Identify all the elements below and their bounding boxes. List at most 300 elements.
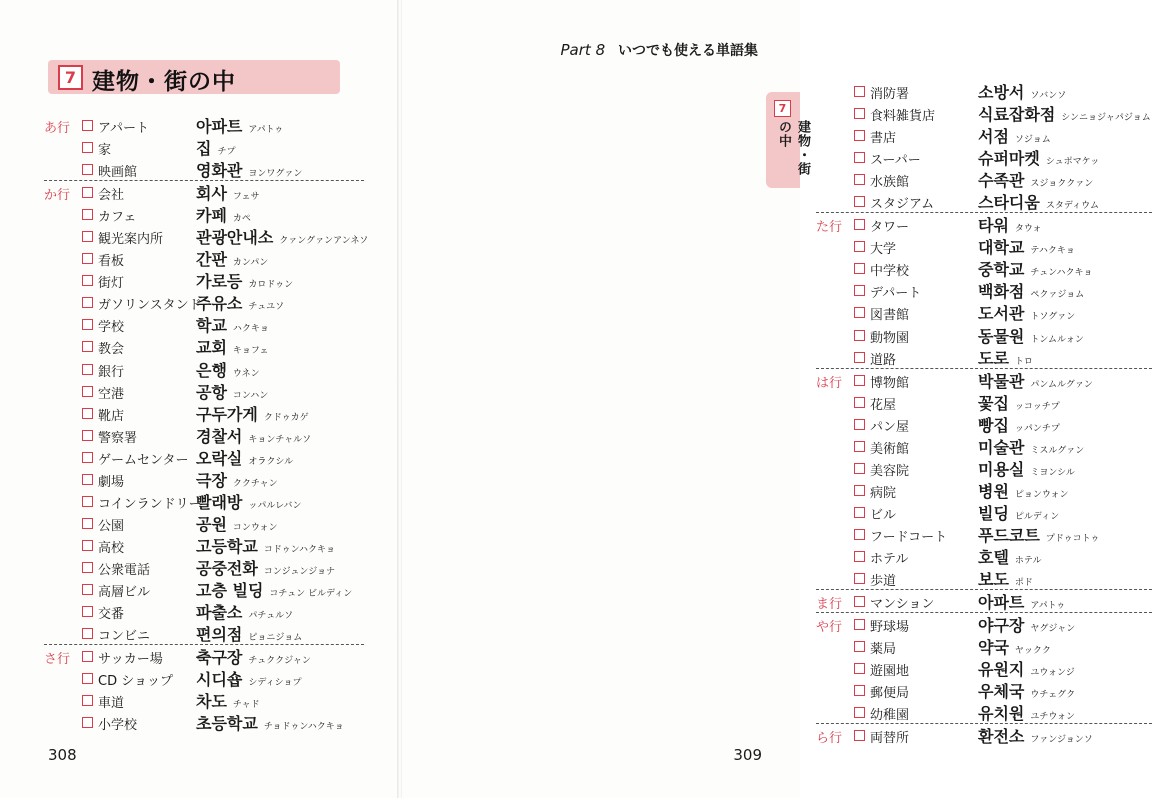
word-row	[44, 689, 364, 711]
korean-word	[978, 657, 1075, 680]
korean-word	[196, 622, 302, 645]
korean-text: 보도	[978, 570, 1009, 590]
japanese-word: 薬局	[870, 642, 897, 658]
japanese-word: 幼稚園	[870, 708, 910, 724]
korean-word	[196, 556, 335, 579]
checkbox-icon	[854, 397, 865, 408]
korean-word	[196, 600, 293, 623]
korean-text: 영화관	[196, 161, 243, 181]
checkbox-icon	[82, 341, 93, 352]
japanese-word: 銀行	[98, 364, 125, 380]
katakana-reading: チュユソ	[248, 302, 285, 313]
checkbox-icon	[82, 717, 93, 728]
word-row	[44, 114, 364, 136]
korean-word	[978, 124, 1051, 147]
japanese-word: 動物園	[870, 330, 910, 346]
korean-text: 경찰서	[196, 426, 243, 446]
checkbox-icon	[82, 540, 93, 551]
japanese-word: ゲームセンター	[98, 452, 189, 468]
korean-text: 구두가게	[196, 404, 258, 424]
korean-text: 공중전화	[196, 558, 258, 578]
korean-text: 수족관	[978, 171, 1025, 191]
word-row	[44, 225, 369, 248]
checkbox-icon	[854, 685, 865, 696]
korean-text: 꽃집	[978, 393, 1009, 413]
word-row	[44, 534, 364, 556]
japanese-word: 両替所	[870, 731, 910, 747]
part-title: いつでも使える単語集	[618, 43, 758, 59]
page-number-left: 308	[48, 746, 77, 764]
katakana-reading: フェサ	[232, 192, 260, 203]
korean-text: 극장	[196, 470, 227, 490]
japanese-word: コインランドリー	[98, 496, 202, 512]
left-page	[0, 0, 398, 798]
checkbox-icon	[854, 174, 865, 185]
word-row	[44, 711, 364, 733]
checkbox-icon	[82, 164, 93, 175]
korean-text: 회사	[196, 184, 227, 204]
japanese-word: 花屋	[870, 397, 897, 413]
korean-word	[978, 391, 1060, 414]
korean-text: 백화점	[978, 282, 1025, 302]
katakana-reading: ヨンワグァン	[248, 169, 303, 180]
katakana-reading: ッパンチプ	[1014, 423, 1060, 434]
korean-word	[196, 313, 269, 336]
checkbox-icon	[82, 408, 93, 419]
katakana-reading: チプ	[217, 147, 236, 158]
checkbox-icon	[854, 307, 865, 318]
katakana-reading: ピルディン	[1014, 511, 1060, 522]
japanese-word: 高校	[98, 540, 125, 556]
katakana-reading: キョンチャルソ	[248, 434, 312, 445]
japanese-word: 靴店	[98, 408, 125, 424]
japanese-word: 公衆電話	[98, 562, 151, 578]
word-row	[44, 667, 364, 689]
korean-word	[196, 203, 251, 226]
katakana-reading: コンウォン	[232, 522, 278, 533]
korean-text: 축구장	[196, 648, 243, 668]
katakana-reading: ヤグジャン	[1030, 624, 1076, 635]
checkbox-icon	[82, 628, 93, 639]
japanese-word: マンション	[870, 597, 935, 613]
checkbox-icon	[854, 551, 865, 562]
word-row	[816, 279, 1152, 301]
word-row	[44, 136, 364, 158]
word-row	[816, 235, 1152, 257]
korean-word	[196, 402, 309, 425]
checkbox-icon	[854, 108, 865, 119]
checkbox-icon	[854, 352, 865, 363]
korean-word	[978, 545, 1041, 568]
japanese-word: ホテル	[870, 551, 909, 567]
kana-group-label: は行	[816, 375, 843, 391]
katakana-reading: キョフェ	[232, 346, 269, 357]
word-row	[816, 324, 1152, 346]
korean-text: 도서관	[978, 304, 1025, 324]
korean-text: 파출소	[196, 603, 243, 623]
checkbox-icon	[854, 375, 865, 386]
korean-text: 교회	[196, 338, 227, 358]
japanese-word: 大学	[870, 242, 897, 258]
korean-text: 오락실	[196, 448, 243, 468]
korean-text: 유원지	[978, 660, 1025, 680]
japanese-word: 家	[98, 143, 112, 159]
japanese-word: スタジアム	[870, 197, 935, 213]
checkbox-icon	[854, 263, 865, 274]
word-row	[816, 679, 1152, 701]
katakana-reading: コンジュンジョナ	[263, 566, 336, 577]
section-title	[48, 60, 340, 94]
kana-group-label: ら行	[816, 731, 843, 747]
checkbox-icon	[82, 452, 93, 463]
korean-text: 고층 빌딩	[196, 580, 264, 600]
korean-word	[196, 181, 259, 204]
katakana-reading: ペクァジョム	[1030, 290, 1085, 301]
japanese-word: 野球場	[870, 620, 910, 636]
korean-word	[978, 168, 1093, 191]
katakana-reading: ソバンソ	[1030, 91, 1067, 101]
checkbox-icon	[854, 330, 865, 341]
katakana-reading: スジョククァン	[1030, 179, 1094, 190]
checkbox-icon	[854, 619, 865, 630]
word-row	[44, 512, 364, 534]
word-row	[44, 556, 364, 578]
korean-word	[196, 380, 268, 403]
katakana-reading: クァングァンアンネソ	[279, 236, 369, 247]
katakana-reading: トソグァン	[1030, 312, 1076, 323]
korean-word	[978, 613, 1075, 636]
japanese-word: 車道	[98, 696, 125, 712]
word-row	[816, 190, 1152, 212]
kana-group-label: か行	[44, 188, 71, 204]
part-label: Part 8	[560, 41, 606, 59]
korean-word	[196, 247, 268, 270]
korean-text: 빨래방	[196, 492, 243, 512]
katakana-reading: カロドゥン	[248, 280, 294, 291]
checkbox-icon	[854, 641, 865, 652]
katakana-reading: クドゥカゲ	[263, 412, 309, 423]
katakana-reading: シンニョジャパジョム	[1061, 113, 1151, 124]
korean-text: 서점	[978, 127, 1009, 147]
side-tab-number: 7	[774, 100, 791, 117]
korean-text: 소방서	[978, 83, 1025, 102]
checkbox-icon	[854, 573, 865, 584]
korean-word	[978, 235, 1075, 258]
word-row	[44, 247, 364, 269]
word-row	[816, 346, 1152, 368]
checkbox-icon	[82, 673, 93, 684]
korean-text: 유치원	[978, 704, 1025, 724]
right-word-list	[816, 80, 1152, 746]
katakana-reading: ソジョム	[1014, 135, 1051, 146]
checkbox-icon	[82, 142, 93, 153]
japanese-word: サッカー場	[98, 652, 163, 668]
korean-text: 식료잡화점	[978, 105, 1056, 125]
katakana-reading: ユウォンジ	[1030, 668, 1075, 679]
korean-word	[978, 435, 1084, 458]
word-row	[816, 413, 1152, 435]
word-row	[816, 368, 1152, 391]
katakana-reading: ッパルレバン	[248, 500, 302, 511]
katakana-reading: タウォ	[1014, 224, 1042, 235]
japanese-word: 高層ビル	[98, 584, 151, 600]
japanese-word: カフェ	[98, 210, 137, 226]
checkbox-icon	[854, 285, 865, 296]
katakana-reading: ホテル	[1014, 555, 1042, 566]
korean-word	[978, 567, 1033, 590]
korean-text: 아파트	[196, 117, 243, 136]
japanese-word: 歩道	[870, 574, 897, 590]
japanese-word: 消防署	[870, 87, 910, 102]
checkbox-icon	[82, 386, 93, 397]
checkbox-icon	[854, 219, 865, 230]
korean-text: 스타디움	[978, 193, 1040, 213]
checkbox-icon	[854, 130, 865, 141]
word-row	[44, 335, 364, 357]
page-number-right: 309	[733, 746, 762, 764]
checkbox-icon	[82, 562, 93, 573]
word-row	[44, 203, 364, 225]
korean-word	[196, 711, 344, 734]
word-row	[816, 567, 1152, 589]
korean-word	[978, 479, 1069, 502]
korean-text: 호텔	[978, 547, 1009, 567]
checkbox-icon	[854, 507, 865, 518]
japanese-word: 教会	[98, 342, 125, 358]
korean-text: 도로	[978, 348, 1009, 368]
katakana-reading: カンパン	[232, 258, 269, 269]
korean-word	[978, 523, 1099, 546]
word-row	[44, 291, 364, 313]
japanese-word: 図書館	[870, 308, 910, 324]
section-title-text: 建物・街の中	[92, 69, 236, 95]
word-row	[44, 424, 364, 446]
kana-group-label: た行	[816, 220, 843, 236]
korean-text: 공항	[196, 382, 227, 402]
japanese-word: スーパー	[870, 153, 921, 169]
japanese-word: コンビニ	[98, 629, 151, 645]
korean-text: 차도	[196, 692, 227, 712]
korean-word	[978, 324, 1084, 347]
korean-text: 은행	[196, 360, 227, 380]
katakana-reading: シディショプ	[248, 678, 302, 689]
korean-text: 간판	[196, 250, 227, 270]
word-row	[816, 124, 1152, 146]
japanese-word: 交番	[98, 607, 125, 623]
korean-word	[978, 701, 1075, 724]
katakana-reading: ヤックク	[1014, 646, 1051, 657]
korean-text: 대학교	[978, 238, 1025, 258]
checkbox-icon	[82, 209, 93, 220]
checkbox-icon	[854, 529, 865, 540]
korean-word	[978, 279, 1084, 302]
korean-word	[196, 291, 284, 314]
word-row	[816, 612, 1152, 635]
japanese-word: 書店	[870, 131, 897, 147]
japanese-word: 中学校	[870, 264, 910, 280]
katakana-reading: ファンジョンソ	[1030, 735, 1093, 746]
korean-text: 약국	[978, 638, 1009, 658]
korean-text: 병원	[978, 481, 1009, 501]
katakana-reading: コドゥンハクキョ	[263, 544, 335, 555]
japanese-word: デパート	[870, 286, 922, 302]
checkbox-icon	[854, 152, 865, 163]
japanese-word: 食料雑貨店	[870, 109, 936, 125]
japanese-word: ビル	[870, 507, 897, 523]
word-row	[44, 402, 364, 424]
checkbox-icon	[82, 187, 93, 198]
checkbox-icon	[82, 120, 93, 131]
word-row	[816, 168, 1152, 190]
katakana-reading: チャド	[232, 700, 260, 711]
japanese-word: 学校	[98, 320, 125, 336]
katakana-reading: コチュン ビルディン	[269, 588, 353, 599]
korean-word	[196, 446, 293, 469]
word-row	[44, 490, 364, 512]
word-row	[816, 301, 1152, 323]
word-row	[816, 435, 1152, 457]
checkbox-icon	[82, 364, 93, 375]
korean-word	[978, 146, 1099, 169]
checkbox-icon	[82, 474, 93, 485]
korean-word	[978, 190, 1099, 213]
word-row	[44, 644, 364, 667]
korean-word	[978, 413, 1060, 436]
korean-text: 가로등	[196, 272, 243, 292]
korean-word	[978, 301, 1075, 324]
checkbox-icon	[854, 463, 865, 474]
japanese-word: 病院	[870, 485, 897, 501]
korean-text: 우체국	[978, 682, 1025, 702]
word-row	[816, 635, 1152, 657]
korean-word	[978, 346, 1033, 369]
checkbox-icon	[82, 584, 93, 595]
checkbox-icon	[82, 651, 93, 662]
word-row	[816, 501, 1152, 523]
right-page	[402, 0, 1151, 798]
japanese-word: 博物館	[870, 375, 910, 391]
word-row	[816, 523, 1152, 545]
korean-text: 빌딩	[978, 503, 1009, 523]
korean-word	[196, 490, 302, 513]
japanese-word: 郵便局	[870, 686, 910, 702]
kana-group-label: あ行	[44, 121, 71, 136]
korean-word	[196, 534, 335, 557]
korean-word	[196, 335, 268, 358]
katakana-reading: ハクキョ	[232, 324, 269, 335]
korean-text: 고등학교	[196, 536, 258, 556]
korean-word	[196, 689, 260, 712]
word-row	[44, 600, 364, 622]
japanese-word: タワー	[870, 220, 910, 236]
kana-group-label: や行	[816, 620, 843, 636]
word-row	[44, 622, 364, 644]
korean-word	[196, 424, 311, 447]
korean-word	[978, 213, 1042, 236]
katakana-reading: テハクキョ	[1030, 246, 1075, 257]
korean-text: 슈퍼마켓	[978, 149, 1040, 169]
katakana-reading: トンムルォン	[1030, 334, 1084, 345]
checkbox-icon	[82, 231, 93, 242]
japanese-word: アパート	[98, 121, 149, 136]
katakana-reading: スタディウム	[1045, 201, 1100, 212]
korean-word	[978, 457, 1075, 480]
katakana-reading: ッコッチプ	[1014, 401, 1060, 412]
korean-word	[196, 358, 260, 381]
katakana-reading: ミスルグァン	[1030, 445, 1085, 456]
checkbox-icon	[82, 253, 93, 264]
word-row	[816, 457, 1152, 479]
korean-word	[196, 468, 278, 491]
korean-text: 관광안내소	[196, 228, 274, 248]
checkbox-icon	[854, 241, 865, 252]
korean-text: 시디숍	[196, 670, 243, 690]
word-row	[44, 269, 364, 291]
katakana-reading: ピョンウォン	[1014, 489, 1069, 500]
kana-group-label: さ行	[44, 652, 71, 668]
word-row	[816, 479, 1152, 501]
katakana-reading: ウネン	[232, 368, 260, 379]
checkbox-icon	[854, 86, 865, 97]
japanese-word: 遊園地	[870, 664, 910, 680]
korean-text: 중학교	[978, 260, 1025, 280]
japanese-word: 水族館	[870, 175, 910, 191]
checkbox-icon	[82, 518, 93, 529]
katakana-reading: アパトゥ	[1030, 601, 1066, 612]
japanese-word: 映画館	[98, 165, 138, 181]
korean-text: 박물관	[978, 371, 1025, 391]
katakana-reading: チュククジャン	[248, 656, 311, 667]
checkbox-icon	[854, 596, 865, 607]
checkbox-icon	[82, 430, 93, 441]
word-row	[816, 701, 1152, 723]
katakana-reading: パンムルグァン	[1030, 379, 1093, 390]
korean-text: 카페	[196, 206, 227, 226]
checkbox-icon	[854, 707, 865, 718]
word-row	[816, 545, 1152, 567]
checkbox-icon	[854, 730, 865, 741]
word-row	[816, 102, 1152, 124]
korean-word	[196, 667, 301, 690]
word-row	[816, 80, 1152, 102]
katakana-reading: ポド	[1014, 578, 1033, 589]
japanese-word: 美容院	[870, 463, 910, 479]
katakana-reading: オラクシル	[248, 456, 294, 467]
katakana-reading: コンハン	[232, 390, 269, 401]
katakana-reading: カペ	[232, 214, 251, 225]
katakana-reading: アパトゥ	[248, 125, 284, 135]
korean-text: 동물원	[978, 326, 1025, 346]
japanese-word: 警察署	[98, 430, 138, 446]
korean-word	[978, 679, 1075, 702]
korean-text: 타워	[978, 216, 1009, 236]
korean-word	[978, 80, 1066, 103]
katakana-reading: チュンハクキョ	[1030, 268, 1093, 279]
korean-word	[196, 578, 352, 601]
word-row	[44, 578, 364, 600]
korean-word	[196, 158, 302, 181]
word-row	[44, 468, 364, 490]
japanese-word: 道路	[870, 352, 897, 368]
word-row	[816, 589, 1152, 612]
word-row	[44, 446, 364, 468]
japanese-word: 看板	[98, 254, 125, 270]
word-row	[816, 657, 1152, 679]
japanese-word: 小学校	[98, 718, 138, 734]
korean-text: 미용실	[978, 459, 1025, 479]
word-row	[44, 313, 364, 335]
left-word-list	[44, 114, 369, 734]
